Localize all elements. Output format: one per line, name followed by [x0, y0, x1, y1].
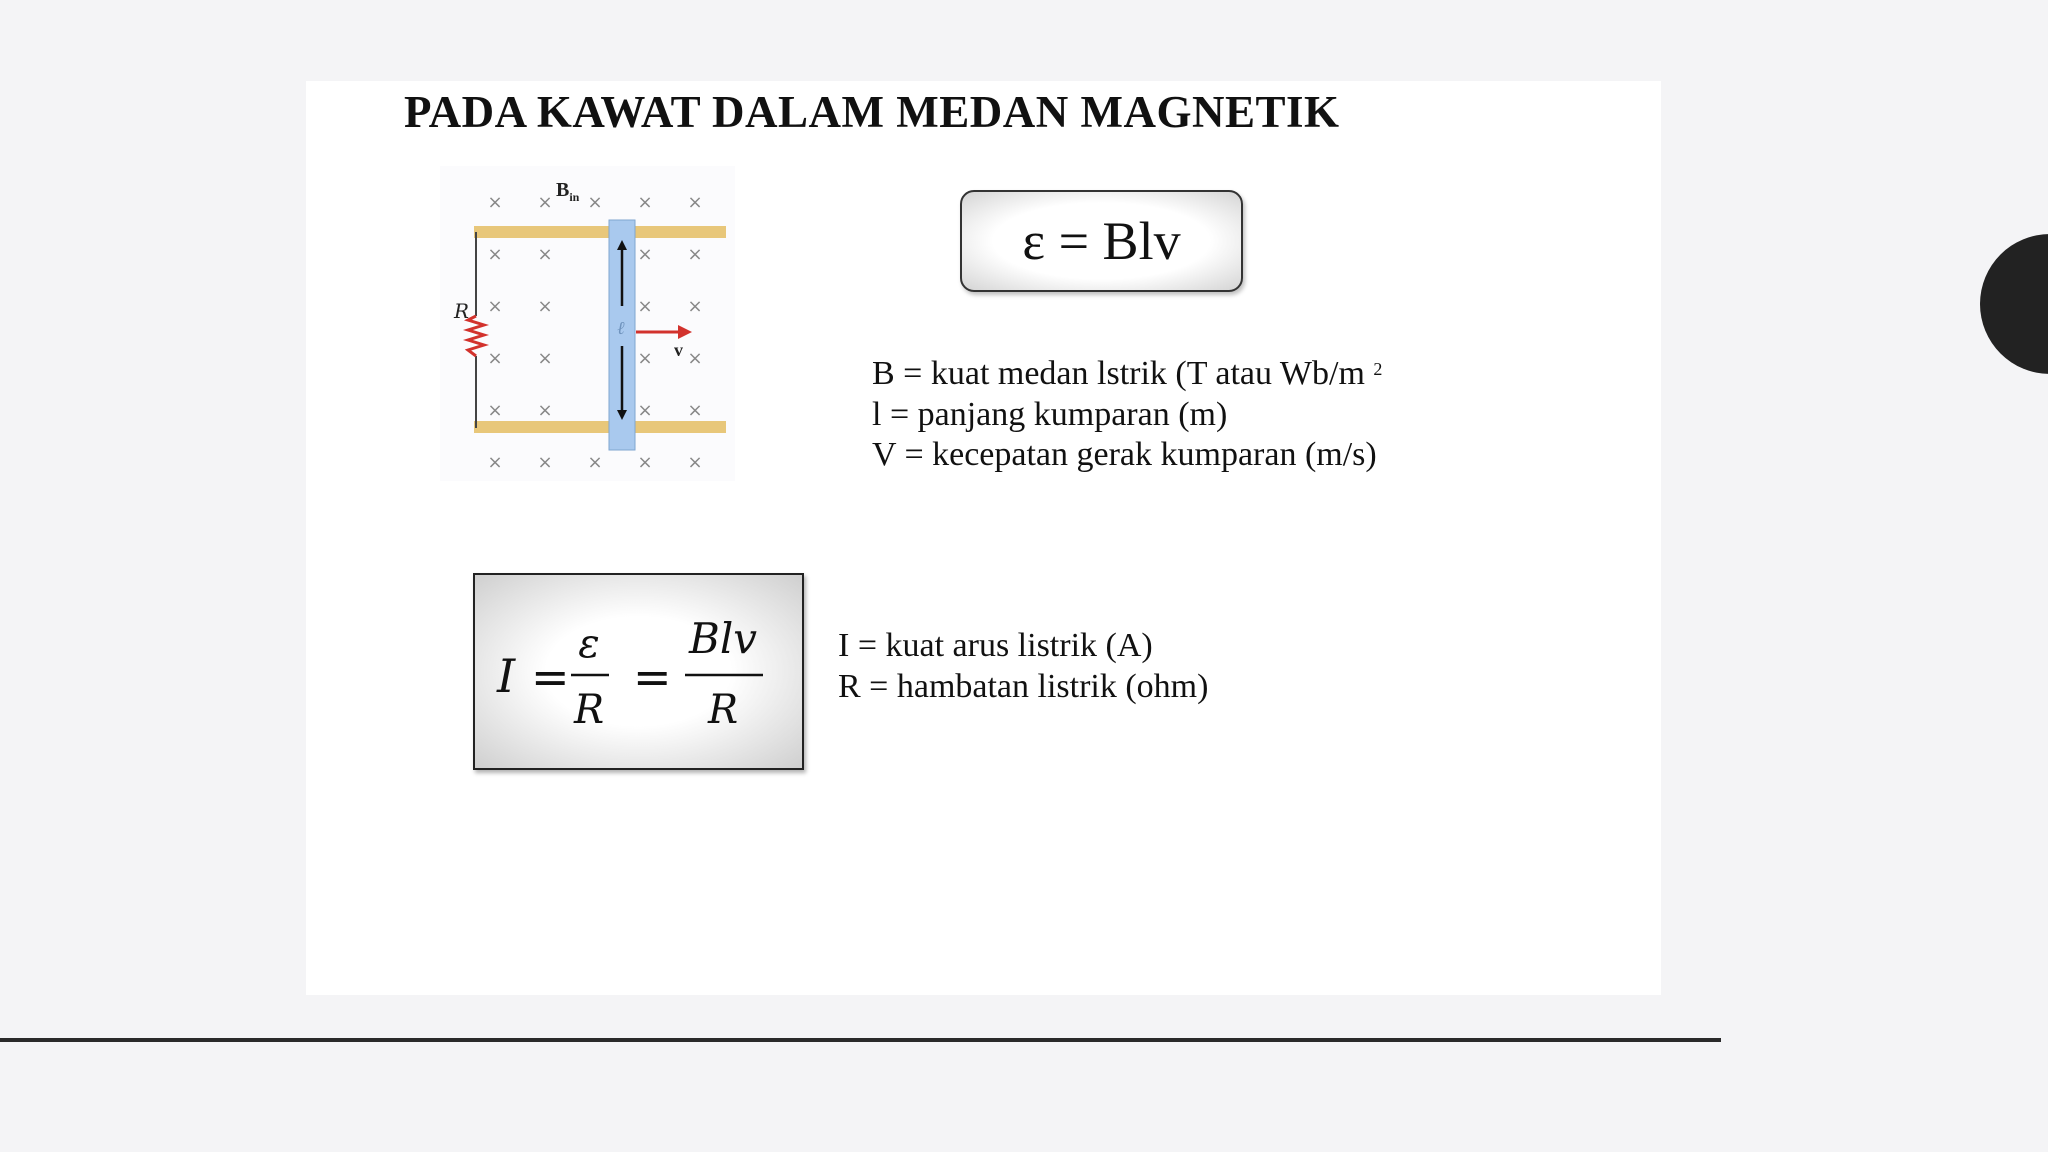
field-label-main: B [556, 179, 570, 201]
field-cross-icon: × [637, 296, 653, 317]
field-cross-icon: × [487, 192, 503, 213]
current-formula-box [473, 573, 804, 770]
field-cross-icon: × [637, 400, 653, 421]
formula-equals-2: = [633, 650, 672, 704]
field-cross-icon: × [487, 296, 503, 317]
field-label-subscript: in [569, 190, 580, 204]
slide-title: PADA KAWAT DALAM MEDAN MAGNETIK [404, 87, 1340, 137]
field-cross-icon: × [687, 192, 703, 213]
diagram-background [440, 166, 735, 481]
field-cross-icon: × [687, 348, 703, 369]
field-cross-icon: × [687, 452, 703, 473]
field-cross-icon: × [687, 400, 703, 421]
field-cross-icon: × [587, 452, 603, 473]
moving-rod-diagram [440, 166, 735, 481]
formula-equals-1: = [531, 650, 570, 704]
field-cross-icon: × [537, 244, 553, 265]
field-cross-icon: × [687, 296, 703, 317]
definition-r: R = hambatan listrik (ohm) [838, 668, 1209, 705]
field-cross-icon: × [687, 244, 703, 265]
field-cross-icon: × [487, 452, 503, 473]
field-cross-icon: × [537, 452, 553, 473]
bottom-divider-line [0, 1038, 1721, 1042]
field-cross-icon: × [637, 452, 653, 473]
field-cross-icon: × [637, 348, 653, 369]
field-cross-icon: × [587, 192, 603, 213]
velocity-label: v [674, 340, 683, 360]
field-cross-icon: × [487, 348, 503, 369]
definition-b-superscript: 2 [1373, 359, 1383, 379]
field-cross-icon: × [637, 244, 653, 265]
resistor-label: R [454, 299, 470, 323]
formula-denominator-2: R [707, 687, 739, 733]
field-cross-icon: × [487, 400, 503, 421]
field-cross-icon: × [537, 296, 553, 317]
definition-i: I = kuat arus listrik (A) [838, 627, 1153, 664]
field-cross-icon: × [637, 192, 653, 213]
field-cross-icon: × [487, 244, 503, 265]
field-cross-icon: × [537, 400, 553, 421]
definition-v: V = kecepatan gerak kumparan (m/s) [872, 436, 1377, 473]
formula-numerator-1: ε [578, 621, 600, 667]
definition-l: l = panjang kumparan (m) [872, 396, 1228, 433]
field-cross-icon: × [537, 348, 553, 369]
length-label: ℓ [617, 318, 625, 339]
definition-b [872, 355, 1382, 393]
formula-lhs: I [497, 649, 516, 703]
decorative-circle [1980, 234, 2048, 374]
emf-formula: ε = Blv [1022, 211, 1181, 271]
formula-denominator-1: R [573, 687, 605, 733]
current-formula [475, 575, 806, 772]
bottom-rail [474, 421, 726, 433]
emf-formula-box [960, 190, 1243, 292]
definition-b-text: B = kuat medan lstrik (T atau Wb/m [872, 355, 1365, 392]
top-rail [474, 226, 726, 238]
field-cross-icon: × [537, 192, 553, 213]
formula-numerator-2: Blv [688, 614, 758, 663]
